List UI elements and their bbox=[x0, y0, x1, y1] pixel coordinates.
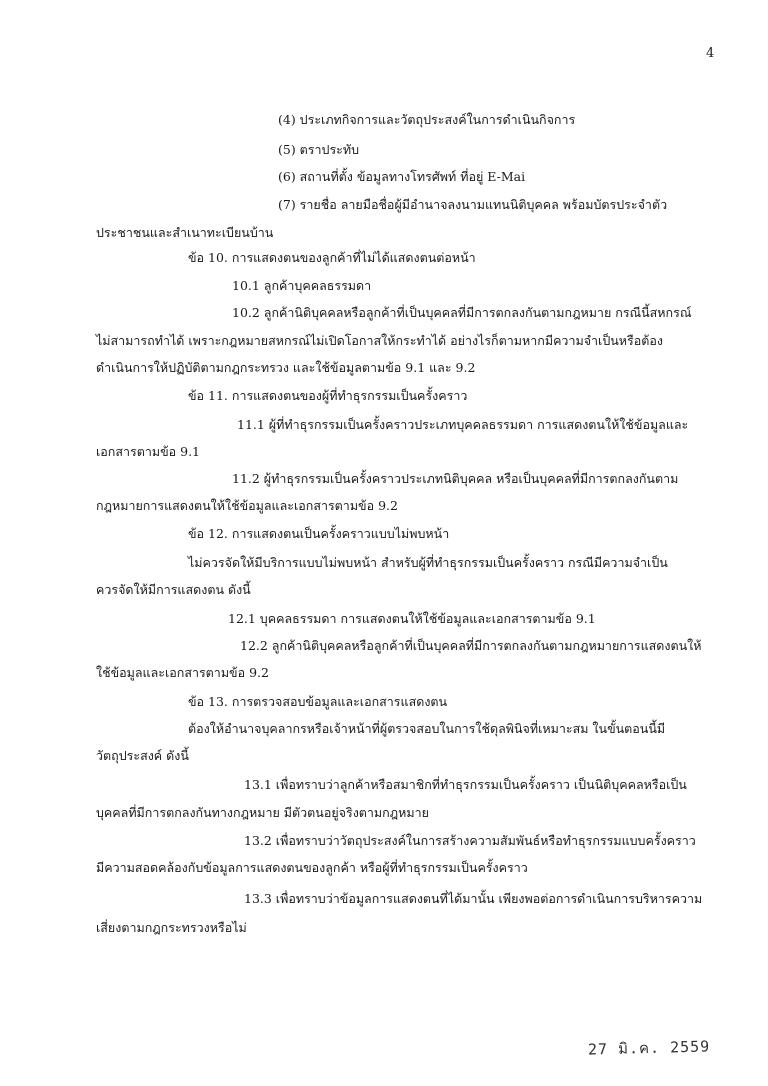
text-line: 13.1 เพื่อทราบว่าลูกค้าหรือสมาชิกที่ทำธุรกรรมเป็นครั้งคราว เป็นนิติบุคคลหรือเป็น bbox=[244, 777, 687, 792]
text-line: (7) รายชื่อ ลายมือชื่อผู้มีอำนาจลงนามแทนนิติบุคคล พร้อมบัตรประจำตัว bbox=[278, 197, 668, 212]
section-heading: ข้อ 12. การแสดงตนเป็นครั้งคราวแบบไม่พบหน้า bbox=[188, 526, 450, 541]
text-line: เสี่ยงตามกฎกระทรวงหรือไม่ bbox=[96, 920, 247, 935]
text-line: ควรจัดให้มีการแสดงตน ดังนี้ bbox=[96, 582, 251, 597]
text-line: ไม่สามารถทำได้ เพราะกฎหมายสหกรณ์ไม่เปิดโอกาสให้กระทำได้ อย่างไรก็ตามหากมีความจำเป็นหรือต้อง bbox=[96, 333, 663, 348]
section-heading: ข้อ 13. การตรวจสอบข้อมูลและเอกสารแสดงตน bbox=[188, 694, 448, 709]
text-line: ประชาชนและสำเนาทะเบียนบ้าน bbox=[96, 225, 274, 240]
text-line: 10.2 ลูกค้านิติบุคคลหรือลูกค้าที่เป็นบุคคลที่มีการตกลงกันตามกฎหมาย กรณีนี้สหกรณ์ bbox=[232, 305, 692, 320]
text-line: 11.2 ผู้ทำธุรกรรมเป็นครั้งคราวประเภทนิติบุคคล หรือเป็นบุคคลที่มีการตกลงกันตาม bbox=[232, 471, 679, 486]
text-line: (6) สถานที่ตั้ง ข้อมูลทางโทรศัพท์ ที่อยู่ E-Mai bbox=[278, 169, 526, 184]
text-line: 10.1 ลูกค้าบุคคลธรรมดา bbox=[232, 278, 372, 293]
text-line: เอกสารตามข้อ 9.1 bbox=[96, 444, 200, 459]
text-line: (4) ประเภทกิจการและวัตถุประสงค์ในการดำเนินกิจการ bbox=[278, 112, 576, 127]
text-line: บุคคลที่มีการตกลงกันทางกฎหมาย มีตัวตนอยู่จริงตามกฎหมาย bbox=[96, 805, 429, 820]
text-line: 11.1 ผู้ที่ทำธุรกรรมเป็นครั้งคราวประเภทบุคคลธรรมดา การแสดงตนให้ใช้ข้อมูลและ bbox=[237, 417, 689, 432]
text-line: 13.3 เพื่อทราบว่าข้อมูลการแสดงตนที่ได้มานั้น เพียงพอต่อการดำเนินการบริหารความ bbox=[244, 891, 703, 906]
text-line: (5) ตราประทับ bbox=[278, 142, 360, 157]
date-stamp: 27 มิ.ค. 2559 bbox=[587, 1037, 711, 1059]
section-heading: ข้อ 11. การแสดงตนของผู้ที่ทำธุรกรรมเป็นครั้งคราว bbox=[188, 388, 468, 403]
page-number: 4 bbox=[706, 46, 715, 61]
text-line: ไม่ควรจัดให้มีบริการแบบไม่พบหน้า สำหรับผู้ที่ทำธุรกรรมเป็นครั้งคราว กรณีมีความจำเป็น bbox=[188, 555, 668, 570]
section-heading: ข้อ 10. การแสดงตนของลูกค้าที่ไม่ได้แสดงตนต่อหน้า bbox=[188, 250, 476, 265]
text-line: 12.2 ลูกค้านิติบุคคลหรือลูกค้าที่เป็นบุคคลที่มีการตกลงกันตามกฎหมายการแสดงตนให้ bbox=[240, 638, 702, 653]
text-line: กฎหมายการแสดงตนให้ใช้ข้อมูลและเอกสารตามข้อ 9.2 bbox=[96, 498, 398, 513]
text-line: ต้องให้อำนาจบุคลากรหรือเจ้าหน้าที่ผู้ตรวจสอบในการใช้ดุลพินิจที่เหมาะสม ในขั้นตอนนี้มี bbox=[188, 721, 666, 736]
text-line: วัตถุประสงค์ ดังนี้ bbox=[96, 748, 189, 763]
text-line: ดำเนินการให้ปฏิบัติตามกฎกระทรวง และใช้ข้อมูลตามข้อ 9.1 และ 9.2 bbox=[96, 360, 476, 375]
text-line: 12.1 บุคคลธรรมดา การแสดงตนให้ใช้ข้อมูลและเอกสารตามข้อ 9.1 bbox=[228, 611, 596, 626]
text-line: 13.2 เพื่อทราบว่าวัตถุประสงค์ในการสร้างความสัมพันธ์หรือทำธุรกรรมแบบครั้งคราว bbox=[244, 833, 696, 848]
text-line: ใช้ข้อมูลและเอกสารตามข้อ 9.2 bbox=[96, 665, 269, 680]
text-line: มีความสอดคล้องกับข้อมูลการแสดงตนของลูกค้า หรือผู้ที่ทำธุรกรรมเป็นครั้งคราว bbox=[96, 860, 528, 875]
